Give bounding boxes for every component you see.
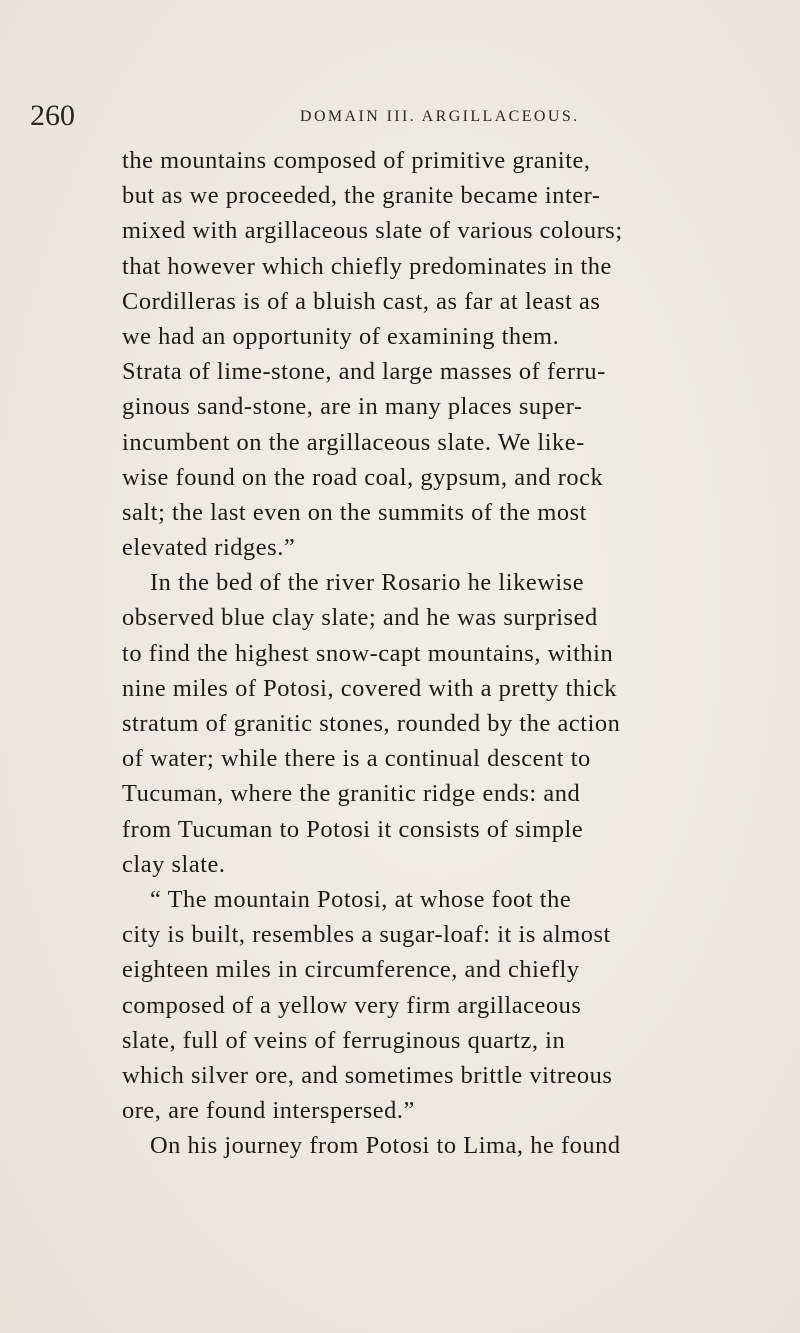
text-line-20: from Tucuman to Potosi it consists of simple [122, 815, 584, 843]
text-line-23: city is built, resembles a sugar-loaf: it is almost [122, 921, 611, 949]
text-line [0, 671, 800, 706]
text-line [0, 776, 800, 811]
text-line-12: elevated ridges.” [122, 534, 296, 562]
text-line [0, 530, 800, 565]
text-line-8: ginous sand-stone, are in many places super- [122, 393, 583, 421]
text-line-10: wise found on the road coal, gypsum, and rock [122, 463, 604, 491]
text-line-29: On his journey from Potosi to Lima, he found [150, 1132, 621, 1160]
text-line-14: observed blue clay slate; and he was surprised [122, 604, 598, 632]
text-line [0, 988, 800, 1023]
text-line-17: stratum of granitic stones, rounded by the action [122, 710, 621, 737]
running-head: DOMAIN III. ARGILLACEOUS. [300, 108, 580, 125]
text-line [0, 565, 800, 600]
text-line-3: mixed with argillaceous slate of various colours; [122, 217, 623, 245]
text-line [0, 495, 800, 530]
text-line-26: slate, full of veins of ferruginous quartz, in [122, 1026, 566, 1054]
text-line [0, 600, 800, 635]
text-line [0, 882, 800, 917]
text-line [0, 1128, 800, 1163]
text-line [0, 319, 800, 354]
text-line [0, 284, 800, 319]
text-line [0, 249, 800, 284]
text-line [0, 847, 800, 882]
text-line-15: to find the highest snow-capt mountains, within [122, 639, 614, 667]
text-line-1: the mountains composed of primitive granite, [122, 147, 591, 174]
text-line-11: salt; the last even on the summits of the most [122, 498, 587, 526]
text-line [0, 812, 800, 847]
text-line [0, 741, 800, 776]
text-line [0, 917, 800, 952]
text-line-19: Tucuman, where the granitic ridge ends: and [122, 780, 581, 808]
body-text [0, 143, 800, 1163]
text-line [0, 354, 800, 389]
text-line [0, 952, 800, 987]
text-line-16: nine miles of Potosi, covered with a pretty thick [122, 674, 618, 702]
text-line [0, 1093, 800, 1128]
text-line [0, 143, 800, 178]
text-line-24: eighteen miles in circumference, and chiefly [122, 956, 580, 984]
text-line-21: clay slate. [122, 850, 226, 878]
text-line [0, 389, 800, 424]
text-line [0, 1058, 800, 1093]
text-line-28: ore, are found interspersed.” [122, 1097, 415, 1125]
text-line [0, 460, 800, 495]
text-line-25: composed of a yellow very firm argillaceous [122, 991, 582, 1019]
text-line-4: that however which chiefly predominates in the [122, 252, 612, 280]
text-line [0, 178, 800, 213]
text-line [0, 1023, 800, 1058]
text-line [0, 636, 800, 671]
text-line-9: incumbent on the argillaceous slate. We like- [122, 428, 585, 456]
text-line-6: we had an opportunity of examining them. [122, 322, 560, 350]
text-line-18: of water; while there is a continual descent to [122, 745, 591, 773]
text-line-2: but as we proceeded, the granite became inter- [122, 182, 601, 210]
text-line-27: which silver ore, and sometimes brittle vitreous [122, 1061, 613, 1089]
text-line-13: In the bed of the river Rosario he likewise [150, 569, 585, 597]
page-number: 260 [30, 99, 75, 132]
text-line-7: Strata of lime-stone, and large masses of ferru- [122, 358, 606, 386]
text-line-5: Cordilleras is of a bluish cast, as far at least as [122, 287, 601, 315]
text-line [0, 425, 800, 460]
text-line-22: “ The mountain Potosi, at whose foot the [150, 885, 572, 913]
text-line [0, 706, 800, 741]
text-line [0, 213, 800, 248]
